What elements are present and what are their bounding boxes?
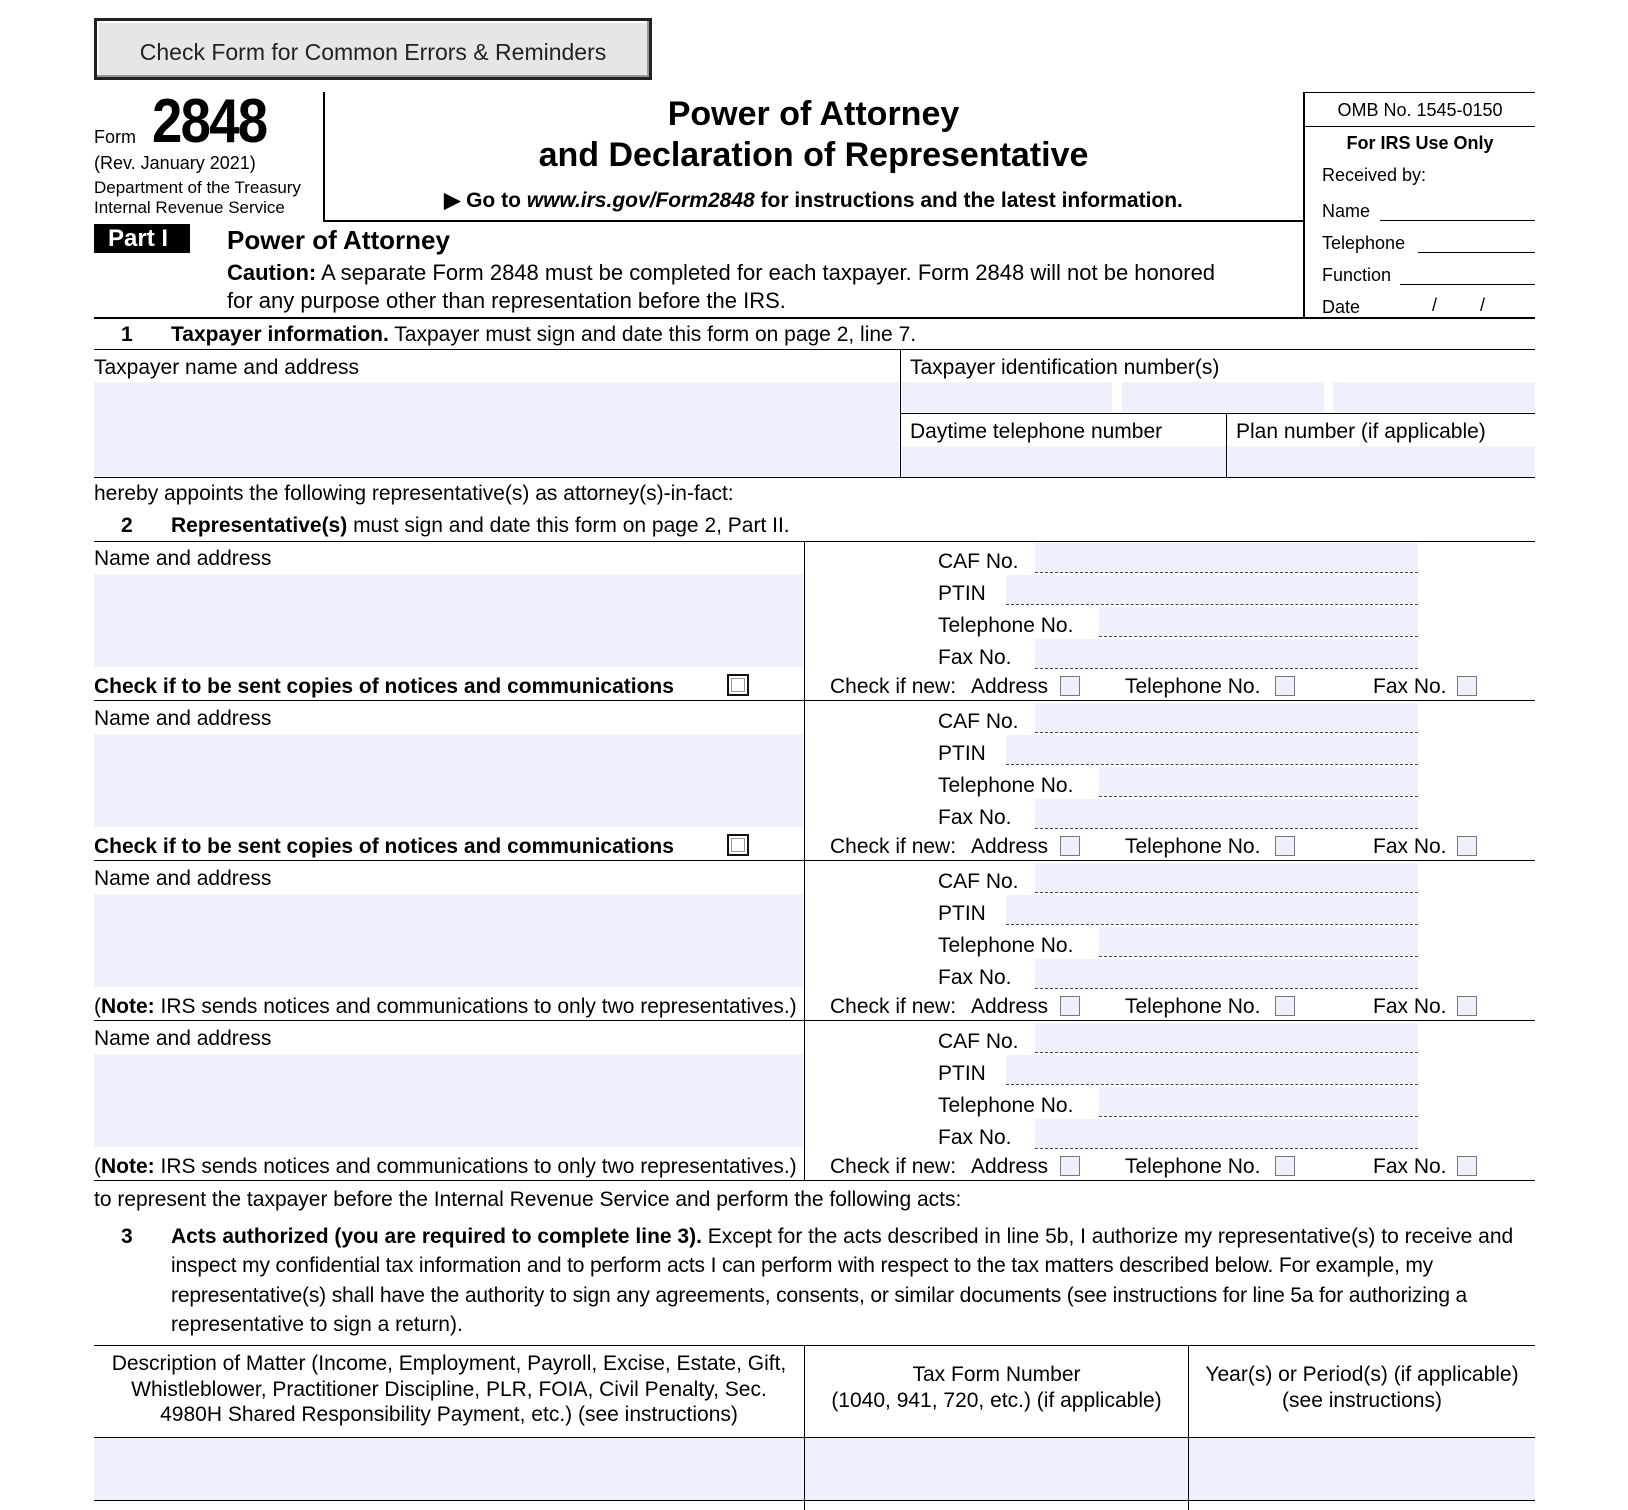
new-telephone-label: Telephone No. — [1125, 835, 1261, 858]
ptin-label: PTIN — [938, 742, 986, 765]
line1-heading — [171, 323, 916, 347]
rep-name-label: Name and address — [94, 547, 272, 570]
rep-name-input[interactable] — [94, 1054, 803, 1147]
note-text — [94, 995, 797, 1019]
caution-label: Caution: — [227, 260, 317, 285]
col3-header-l1: Year(s) or Period(s) (if applicable) — [1205, 1363, 1519, 1386]
irs-date-slash2: / — [1480, 295, 1486, 315]
tin-input-2[interactable] — [1122, 382, 1324, 412]
irs-function-field[interactable] — [1400, 284, 1535, 285]
check-form-button-label: Check Form for Common Errors & Reminders — [139, 39, 607, 65]
caf-label: CAF No. — [938, 710, 1019, 733]
irs-telephone-label: Telephone — [1322, 233, 1406, 253]
caf-label: CAF No. — [938, 870, 1019, 893]
caf-input[interactable] — [1035, 703, 1418, 733]
line2-title: Representative(s) — [171, 514, 348, 537]
fax-input[interactable] — [1035, 639, 1418, 668]
representative-4 — [0, 1021, 1628, 1181]
representative-1 — [0, 541, 1628, 701]
ptin-line — [1006, 764, 1418, 765]
line3-text1: Except for the acts described in line 5b, I authorize my representative(s) to receive and — [701, 1225, 1514, 1248]
represent-text: to represent the taxpayer before the Internal Revenue Service and perform the following acts: — [94, 1188, 962, 1211]
line2-text: must sign and date this form on page 2, Part II. — [347, 514, 790, 537]
new-fax-label: Fax No. — [1373, 1155, 1447, 1178]
col1-header-l2: Whistleblower, Practitioner Discipline, PLR, FOIA, Civil Penalty, Sec. — [131, 1378, 767, 1401]
line1-title: Taxpayer information. — [171, 323, 389, 346]
plan-number-input[interactable] — [1228, 446, 1535, 477]
form-word: Form — [94, 127, 136, 147]
daytime-phone-label: Daytime telephone number — [910, 420, 1163, 443]
rep-name-label: Name and address — [94, 867, 272, 890]
copies-checkbox[interactable] — [727, 834, 749, 856]
new-telephone-label: Telephone No. — [1125, 675, 1261, 698]
new-fax-label: Fax No. — [1373, 835, 1447, 858]
irs-use-only: For IRS Use Only — [1346, 133, 1494, 153]
tax-form-number-input[interactable] — [805, 1438, 1188, 1500]
new-telephone-checkbox[interactable] — [1275, 836, 1295, 856]
taxpayer-name-label: Taxpayer name and address — [94, 356, 359, 379]
ptin-line — [1006, 604, 1418, 605]
new-fax-checkbox[interactable] — [1457, 836, 1477, 856]
caf-input[interactable] — [1035, 543, 1418, 573]
line2-heading — [171, 514, 790, 538]
telephone-input[interactable] — [1099, 607, 1418, 636]
note-label: Note: — [101, 995, 155, 1018]
phone-plan-divider — [1226, 413, 1227, 478]
dept-irs: Internal Revenue Service — [94, 198, 285, 217]
line3-para-l3: representative(s) shall have the authority to sign any agreements, consents, or similar documents (see instructions for line 5a for authorizing a — [171, 1284, 1468, 1307]
part1-label: Part I — [108, 225, 169, 252]
fax-label: Fax No. — [938, 806, 1012, 829]
line2-number: 2 — [121, 514, 133, 537]
goto-suffix: for instructions and the latest information. — [754, 189, 1183, 212]
note-body: IRS sends notices and communications to only two representatives.) — [154, 1155, 797, 1178]
check-copies-label: Check if to be sent copies of notices and communications — [94, 675, 674, 698]
plan-number-label: Plan number (if applicable) — [1236, 420, 1486, 443]
address-label: Address — [971, 675, 1049, 698]
rep-bottom-rule — [94, 1180, 1535, 1181]
telephone-input[interactable] — [1099, 927, 1418, 956]
address-label: Address — [971, 835, 1049, 858]
telephone-label: Telephone No. — [938, 934, 1074, 957]
caf-line — [1035, 732, 1418, 733]
caf-input[interactable] — [1035, 863, 1418, 893]
caf-line — [1035, 1052, 1418, 1053]
col2-header-l1: Tax Form Number — [912, 1363, 1081, 1386]
appoints-text: hereby appoints the following representative(s) as attorney(s)-in-fact: — [94, 482, 734, 505]
new-fax-checkbox[interactable] — [1457, 1156, 1477, 1176]
telephone-line — [1099, 796, 1418, 797]
table-top-rule — [94, 1345, 1535, 1346]
telephone-input[interactable] — [1099, 1087, 1418, 1116]
ptin-line — [1006, 1084, 1418, 1085]
caf-line — [1035, 572, 1418, 573]
rep-name-label: Name and address — [94, 1027, 272, 1050]
line3-title: Acts authorized (you are required to complete line 3). — [171, 1225, 702, 1248]
col1-header-l1: Description of Matter (Income, Employment, Payroll, Excise, Estate, Gift, — [111, 1352, 787, 1375]
new-telephone-label: Telephone No. — [1125, 995, 1261, 1018]
ptin-label: PTIN — [938, 582, 986, 605]
ptin-input[interactable] — [1006, 895, 1418, 924]
telephone-line — [1099, 956, 1418, 957]
note-body: IRS sends notices and communications to only two representatives.) — [154, 995, 797, 1018]
fax-input[interactable] — [1035, 799, 1418, 828]
new-telephone-checkbox[interactable] — [1275, 676, 1295, 696]
note-text — [94, 1155, 797, 1179]
new-fax-label: Fax No. — [1373, 995, 1447, 1018]
fax-line — [1035, 988, 1418, 989]
irs-date-label: Date — [1322, 297, 1361, 317]
goto-instructions — [323, 189, 1304, 213]
tin-input-1[interactable] — [902, 382, 1112, 412]
representative-2 — [0, 701, 1628, 861]
telephone-input[interactable] — [1099, 767, 1418, 796]
address-label: Address — [971, 995, 1049, 1018]
note-open: ( — [94, 1155, 101, 1178]
new-address-checkbox[interactable] — [1060, 676, 1080, 696]
line1-text: Taxpayer must sign and date this form on page 2, line 7. — [388, 323, 917, 346]
omb-rule — [1305, 126, 1535, 127]
caf-label: CAF No. — [938, 1030, 1019, 1053]
caf-label: CAF No. — [938, 550, 1019, 573]
telephone-label: Telephone No. — [938, 614, 1074, 637]
new-fax-checkbox[interactable] — [1457, 996, 1477, 1016]
telephone-line — [1099, 636, 1418, 637]
line3-para-l4: representative to sign a return). — [171, 1313, 463, 1336]
line3-para-l2: inspect my confidential tax information and to perform acts I can perform with respect to the tax matters described below. For example, my — [171, 1254, 1434, 1277]
rep-name-input[interactable] — [94, 734, 803, 827]
years-periods-input[interactable] — [1189, 1438, 1535, 1500]
taxpayer-name-input[interactable] — [94, 382, 899, 476]
new-address-checkbox[interactable] — [1060, 1156, 1080, 1176]
ptin-input[interactable] — [1006, 575, 1418, 604]
dept-treasury: Department of the Treasury — [94, 178, 301, 197]
revision: (Rev. January 2021) — [94, 153, 256, 173]
line1-rule — [94, 349, 1535, 350]
part1-title: Power of Attorney — [227, 225, 450, 255]
address-label: Address — [971, 1155, 1049, 1178]
irs-name-label: Name — [1322, 201, 1371, 221]
table-row-rule — [94, 1500, 1535, 1501]
representative-3 — [0, 861, 1628, 1021]
part1-badge — [94, 224, 190, 253]
new-fax-checkbox[interactable] — [1457, 676, 1477, 696]
note-label: Note: — [101, 1155, 155, 1178]
irs-function-label: Function — [1322, 265, 1392, 285]
line1-number: 1 — [121, 323, 133, 346]
matter-description-input[interactable] — [94, 1438, 804, 1500]
col2-header-l2: (1040, 941, 720, etc.) (if applicable) — [831, 1389, 1162, 1412]
fax-input[interactable] — [1035, 959, 1418, 988]
new-address-checkbox[interactable] — [1060, 836, 1080, 856]
rep-name-input[interactable] — [94, 894, 803, 987]
rep-name-label: Name and address — [94, 707, 272, 730]
check-copies-label: Check if to be sent copies of notices and communications — [94, 835, 674, 858]
ptin-label: PTIN — [938, 1062, 986, 1085]
header-bottom-rule — [323, 220, 1305, 222]
line1-bottom-rule — [94, 477, 1535, 478]
new-telephone-label: Telephone No. — [1125, 1155, 1261, 1178]
part1-caution-line2: for any purpose other than representation before the IRS. — [227, 288, 786, 313]
fax-line — [1035, 828, 1418, 829]
irs-name-field[interactable] — [1380, 220, 1535, 221]
form-number: 2848 — [152, 87, 267, 156]
title-line1: Power of Attorney — [667, 95, 960, 133]
telephone-line — [1099, 1116, 1418, 1117]
fax-label: Fax No. — [938, 1126, 1012, 1149]
tin-rule — [900, 413, 1535, 414]
new-telephone-checkbox[interactable] — [1275, 1156, 1295, 1176]
title-line2: and Declaration of Representative — [538, 136, 1089, 174]
fax-label: Fax No. — [938, 966, 1012, 989]
ptin-input[interactable] — [1006, 735, 1418, 764]
rep-name-input[interactable] — [94, 574, 803, 667]
telephone-label: Telephone No. — [938, 1094, 1074, 1117]
goto-url[interactable]: www.irs.gov/Form2848 — [526, 189, 755, 212]
line3-para-l1 — [171, 1225, 1513, 1249]
check-new-label: Check if new: — [830, 835, 957, 858]
new-telephone-checkbox[interactable] — [1275, 996, 1295, 1016]
new-fax-label: Fax No. — [1373, 675, 1447, 698]
col3-header-l2: (see instructions) — [1282, 1389, 1442, 1412]
fax-line — [1035, 1148, 1418, 1149]
omb-top-rule — [1305, 92, 1535, 93]
caution-text: A separate Form 2848 must be completed for each taxpayer. Form 2848 will not be honored — [316, 260, 1216, 285]
fax-line — [1035, 668, 1418, 669]
part1-bottom-rule — [94, 317, 1535, 319]
col1-header-l3: 4980H Shared Responsibility Payment, etc.) (see instructions) — [160, 1403, 738, 1426]
new-address-checkbox[interactable] — [1060, 996, 1080, 1016]
irs-date-slash1: / — [1432, 295, 1438, 315]
copies-checkbox[interactable] — [727, 674, 749, 696]
tin-label: Taxpayer identification number(s) — [910, 356, 1220, 379]
ptin-input[interactable] — [1006, 1055, 1418, 1084]
check-new-label: Check if new: — [830, 675, 957, 698]
ptin-line — [1006, 924, 1418, 925]
check-form-button[interactable] — [94, 18, 652, 80]
line3-number: 3 — [121, 1225, 133, 1248]
tin-input-3[interactable] — [1333, 382, 1535, 412]
fax-input[interactable] — [1035, 1119, 1418, 1148]
caf-line — [1035, 892, 1418, 893]
goto-prefix: ▶ Go to — [444, 189, 527, 212]
omb-number: OMB No. 1545-0150 — [1337, 100, 1503, 120]
note-open: ( — [94, 995, 101, 1018]
received-by: Received by: — [1322, 165, 1427, 185]
irs-telephone-field[interactable] — [1418, 252, 1535, 253]
caf-input[interactable] — [1035, 1023, 1418, 1053]
part1-caution — [227, 261, 1215, 285]
telephone-label: Telephone No. — [938, 774, 1074, 797]
ptin-label: PTIN — [938, 902, 986, 925]
check-new-label: Check if new: — [830, 1155, 957, 1178]
daytime-phone-input[interactable] — [902, 446, 1226, 477]
fax-label: Fax No. — [938, 646, 1012, 669]
check-new-label: Check if new: — [830, 995, 957, 1018]
